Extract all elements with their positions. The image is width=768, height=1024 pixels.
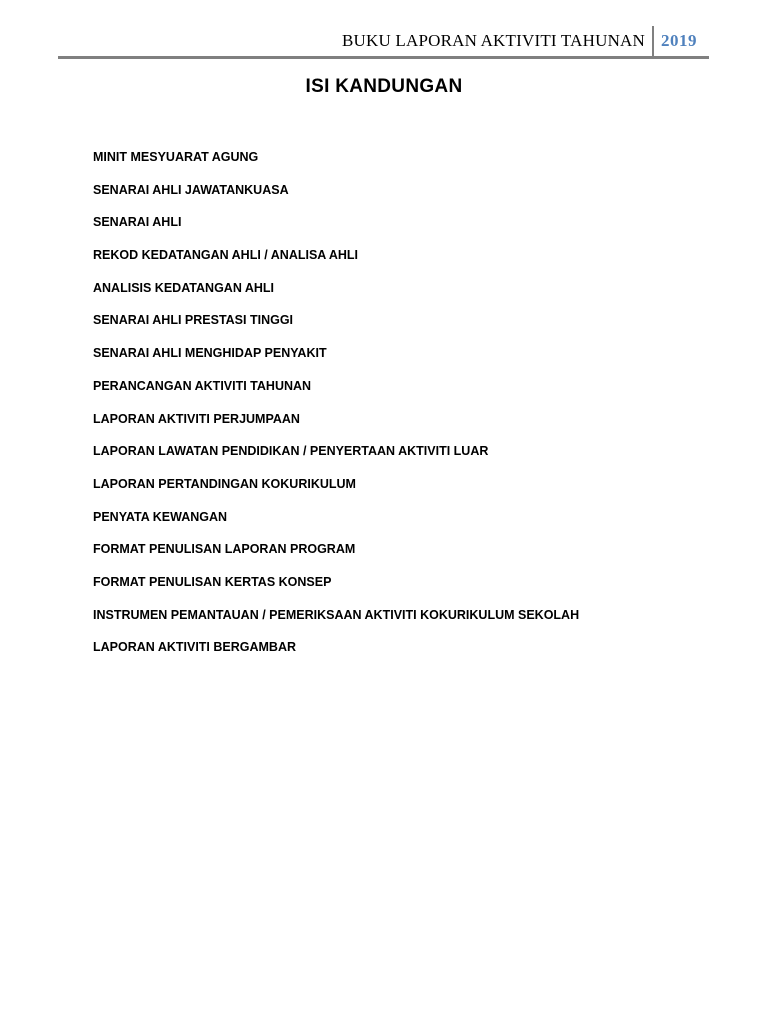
toc-item-aktiviti-bergambar: LAPORAN AKTIVITI BERGAMBAR (93, 640, 297, 655)
header-year: 2019 (661, 31, 697, 50)
header-title: BUKU LAPORAN AKTIVITI TAHUNAN (341, 31, 645, 50)
toc-item-senarai-ahli: SENARAI AHLI (93, 215, 182, 230)
toc-item-analisis-kedatangan: ANALISIS KEDATANGAN AHLI (93, 280, 275, 295)
toc-item-prestasi-tinggi: SENARAI AHLI PRESTASI TINGGI (93, 313, 294, 328)
header-rule (58, 56, 709, 59)
toc-item-instrumen-pemantauan: INSTRUMEN PEMANTAUAN / PEMERIKSAAN AKTIVITI KOKURIKULUM SEKOLAH (93, 607, 580, 622)
toc-item-aktiviti-perjumpaan: LAPORAN AKTIVITI PERJUMPAAN (93, 411, 300, 426)
toc-item-penyata-kewangan: PENYATA KEWANGAN (93, 509, 228, 524)
toc-item-format-laporan-program: FORMAT PENULISAN LAPORAN PROGRAM (93, 542, 356, 557)
toc-item-senarai-ajk: SENARAI AHLI JAWATANKUASA (93, 182, 289, 197)
toc-item-minit-mesyuarat: MINIT MESYUARAT AGUNG (93, 150, 259, 164)
toc-item-pertandingan-kokurikulum: LAPORAN PERTANDINGAN KOKURIKULUM (93, 476, 356, 491)
page-title: ISI KANDUNGAN (305, 76, 463, 97)
toc-item-menghidap-penyakit: SENARAI AHLI MENGHIDAP PENYAKIT (93, 346, 327, 361)
toc-item-format-kertas-konsep: FORMAT PENULISAN KERTAS KONSEP (93, 574, 332, 589)
table-of-contents (93, 147, 579, 670)
page-header (58, 26, 709, 56)
toc-item-perancangan-aktiviti: PERANCANGAN AKTIVITI TAHUNAN (93, 378, 312, 393)
toc-item-rekod-kedatangan: REKOD KEDATANGAN AHLI / ANALISA AHLI (93, 248, 359, 263)
toc-item-lawatan-pendidikan: LAPORAN LAWATAN PENDIDIKAN / PENYERTAAN AKTIVITI LUAR (93, 444, 489, 459)
